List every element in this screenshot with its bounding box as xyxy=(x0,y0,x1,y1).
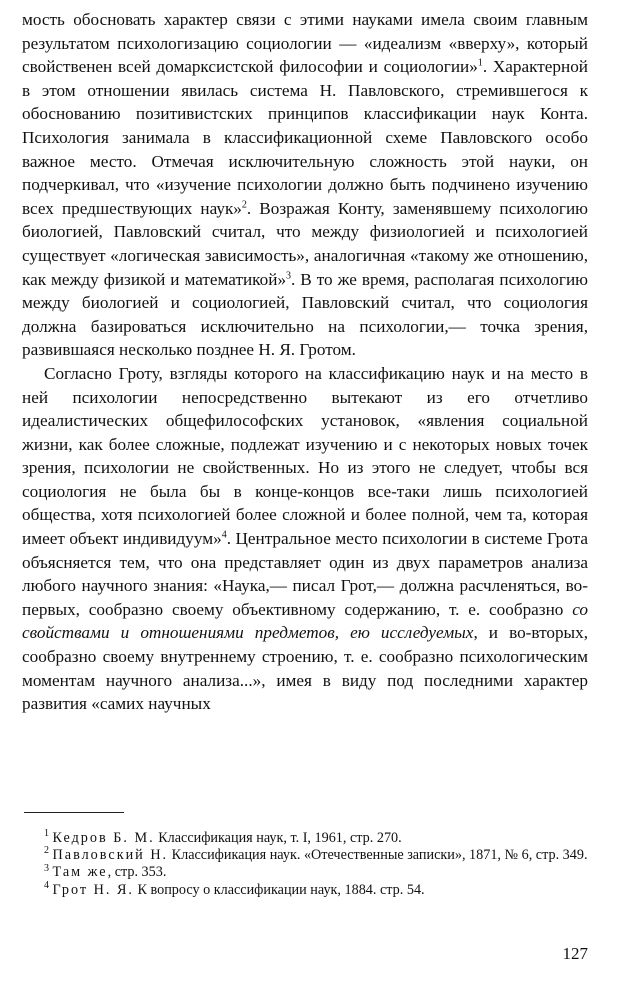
footnotes xyxy=(22,830,588,899)
main-text xyxy=(22,8,588,716)
paragraph-1-text-a: мость обосновать характер связи с этими науками имела своим главным результатом психологизацию социологии — «идеализм «вверху», который свойственен всей домарксистской философии и социологии» xyxy=(22,10,588,77)
footnote-3-text: , стр. 353. xyxy=(107,864,167,881)
paragraph-1-text-d: . В то же время, располагая психологию между биологией и социологией, Павловский считал, что социология должна базироваться исключительно на психологии,— точка зрения, развившаяся несколько позднее Н. Я. Гротом. xyxy=(22,269,588,360)
footnote-4-text: К вопросу о классификации наук, 1884. стр. 54. xyxy=(133,881,425,898)
footnote-ref-4: 4 xyxy=(221,529,227,541)
paragraph-2-text-a: Согласно Гроту, взгляды которого на классификацию наук и на место в ней психологии непосредственно вытекают из его отчетливо идеалистических общефилософских установок, «явления социальной жизни, как более сложные, подлежат изучению и с некоторых новых точек зрения, психологии не свойственных. Но из этого не следует, чтобы вся социология не была бы в конце-концов все-таки лишь психологией общества, хотя психологией более сложной и более полной, чем та, которая имеет объект индивидуум» xyxy=(22,363,588,549)
paragraph-2 xyxy=(22,362,588,716)
footnote-1-text: Классификация наук, т. I, 1961, стр. 270. xyxy=(154,830,402,846)
paragraph-1-text-c: . Возражая Конту, заменявшему психологию биологией, Павловский считал, что между физиологией и психологией существует «логическая зависимость», аналогичная «такому же отношению, как между физикой и математикой» xyxy=(22,198,588,289)
footnote-1-author: Кедров Б. М. xyxy=(52,830,155,846)
footnote-2-author: Павловский Н. xyxy=(52,847,169,864)
footnote-4-author: Грот Н. Я. xyxy=(52,881,134,898)
footnote-3-author: Там же xyxy=(52,864,108,881)
footnote-ref-3: 3 xyxy=(286,269,292,281)
footnote-divider xyxy=(24,812,124,813)
footnote-ref-1: 1 xyxy=(477,57,483,69)
paragraph-2-text-b: . Центральное место психологии в системе Грота объясняется тем, что она представляет один из двух параметров анализа любого научного знания: «Наука,— писал Грот,— должна расчленяться, во-первых, сообразно своему объективному содержанию, т. е. сообразно xyxy=(22,529,588,619)
page-number: 127 xyxy=(562,944,588,963)
paragraph-2-italic-quote: со свойствами и отношениями предметов, ею исследуемых xyxy=(22,599,588,643)
footnote-ref-2: 2 xyxy=(241,199,247,211)
footnote-4: $^4$ Грот Н. Я. К вопросу о классификации наук, 1884. стр. 54. xyxy=(44,879,425,898)
footnote-2: $^2$ Павловский Н. Классификация наук. «Отечественные записки», 1871, № 6, стр. 349. xyxy=(44,845,588,864)
document-page xyxy=(22,8,588,983)
paragraph-1-text-b: . Характерной в этом отношении явилась система Н. Павловского, стремившегося к обоснованию позитивистских принципов классификации наук Конта. Психология занимала в классификационной схеме Павловского особо важное место. Отмечая исключительную сложность этой науки, он подчеркивал, что «изучение психологии должно быть подчинено изучению всех предшествующих наук» xyxy=(22,57,588,218)
footnote-2-text: Классификация наук. «Отечественные записки», 1871, № 6, стр. 349. xyxy=(168,847,588,864)
paragraph-2-text-c: , и во-вторых, сообразно своему внутреннему строению, т. е. сообразно психологическим моментам научного анализа...», имея в виду под последними характер развития «самих научных xyxy=(22,623,588,714)
paragraph-1 xyxy=(22,8,588,362)
footnote-1: $^1$ Кедров Б. М. Классификация наук, т. I, 1961, стр. 270. xyxy=(44,828,402,846)
footnote-3: $^3$ Там же, стр. 353. xyxy=(44,862,167,881)
